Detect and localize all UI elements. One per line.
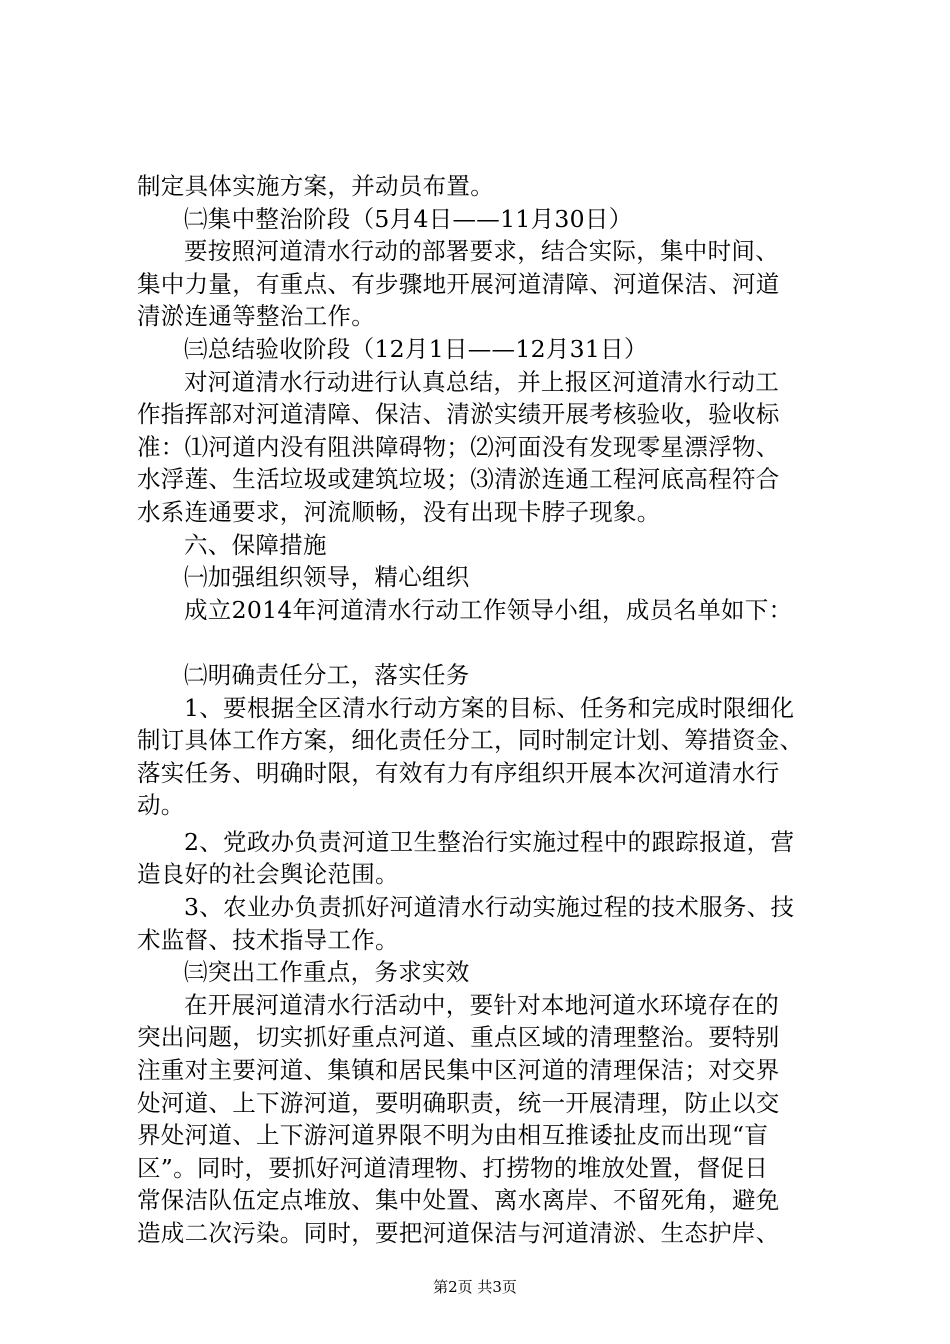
text-line: 处河道、上下游河道，要明确职责，统一开展清理，防止以交 <box>137 1088 780 1117</box>
text-line: 动。 <box>137 791 185 820</box>
text-line: 落实任务、明确时限，有效有力有序组织开展本次河道清水行 <box>137 758 780 787</box>
subheading: ㈠加强组织领导，精心组织 <box>184 563 470 592</box>
text-line: 制订具体工作方案，细化责任分工，同时制定计划、筹措资金、 <box>137 726 804 755</box>
text-line: 注重对主要河道、集镇和居民集中区河道的清理保洁；对交界 <box>137 1056 780 1085</box>
text-line: 水系连通要求，河流顺畅，没有出现卡脖子现象。 <box>137 497 661 526</box>
subheading: ㈡集中整治阶段（5月4日——11月30日） <box>184 204 633 233</box>
text-line: 对河道清水行动进行认真总结，并上报区河道清水行动工 <box>184 367 779 396</box>
text-line: 术监督、技术指导工作。 <box>137 925 399 954</box>
text-line: 清淤连通等整治工作。 <box>137 302 375 331</box>
document-body <box>137 170 827 1250</box>
text-line: 2、党政办负责河道卫生整治行实施过程中的跟踪报道，营 <box>184 827 795 856</box>
text-line: 常保洁队伍定点堆放、集中处置、离水离岸、不留死角，避免 <box>137 1186 780 1215</box>
text-line: 水浮莲、生活垃圾或建筑垃圾；⑶清淤连通工程河底高程符合 <box>137 465 780 494</box>
text-line: 界处河道、上下游河道界限不明为由相互推诿扯皮而出现“盲 <box>137 1121 769 1150</box>
text-line: 造成二次污染。同时，要把河道保洁与河道清淤、生态护岸、 <box>137 1219 780 1247</box>
text-line: 在开展河道清水行活动中，要针对本地河道水环境存在的 <box>184 990 779 1019</box>
page-footer: 第2页 共3页 <box>433 1278 517 1296</box>
text-line: 作指挥部对河道清障、保洁、清淤实绩开展考核验收，验收标 <box>137 400 780 429</box>
text-line: 造良好的社会舆论范围。 <box>137 860 399 889</box>
text-line: 制定具体实施方案，并动员布置。 <box>137 172 494 200</box>
text-line: 3、农业办负责抓好河道清水行动实施过程的技术服务、技 <box>184 893 795 922</box>
subheading: ㈡明确责任分工，落实任务 <box>184 660 470 689</box>
section-heading: 六、保障措施 <box>184 530 327 559</box>
subheading: ㈢总结验收阶段（12月1日——12月31日） <box>184 334 648 363</box>
text-line: 突出问题，切实抓好重点河道、重点区域的清理整治。要特别 <box>137 1023 780 1052</box>
text-line: 成立2014年河道清水行动工作领导小组，成员名单如下： <box>184 595 793 624</box>
text-line: 准：⑴河道内没有阻洪障碍物；⑵河面没有发现零星漂浮物、 <box>137 432 780 461</box>
text-line: 集中力量，有重点、有步骤地开展河道清障、河道保洁、河道 <box>137 269 780 298</box>
subheading: ㈢突出工作重点，务求实效 <box>184 958 470 987</box>
text-line: 区”。同时，要抓好河道清理物、打捞物的堆放处置，督促日 <box>137 1153 769 1182</box>
text-line: 1、要根据全区清水行动方案的目标、任务和完成时限细化 <box>184 693 795 722</box>
blank-line <box>137 626 827 659</box>
text-line: 要按照河道清水行动的部署要求，结合实际，集中时间、 <box>184 237 779 266</box>
